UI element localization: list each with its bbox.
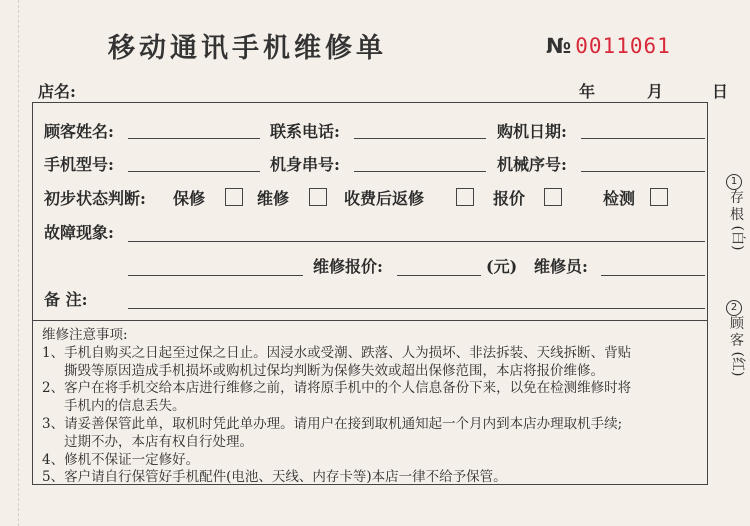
copy-customer-color: (红) [729, 351, 746, 377]
checkbox-paid-rework[interactable] [456, 188, 474, 206]
copy-number-2: 2 [726, 300, 742, 316]
note-item: 3、请妥善保管此单，取机时凭此单办理。请用户在接到取机通知起一个月内到本店办理取机手续; [42, 415, 623, 432]
purchase-date-field[interactable] [581, 138, 705, 139]
note-item: 2、客户在将手机交给本店进行维修之前，请将原手机中的个人信息备份下来，以免在检测维修时将 [42, 380, 632, 397]
status-option-warranty: 保修 [173, 189, 206, 208]
day-label: 日 [712, 82, 729, 101]
body-serial-label: 机身串号: [270, 155, 340, 174]
notes-section [42, 327, 704, 487]
technician-label: 维修员: [534, 257, 588, 276]
repair-quote-label: 维修报价: [313, 257, 383, 276]
copy-label-stub [726, 174, 748, 251]
customer-name-label: 顾客姓名: [44, 122, 114, 141]
note-item: 手机内的信息丢失。 [64, 398, 186, 415]
copy-customer-char: 客 [730, 333, 744, 349]
initial-status-label: 初步状态判断: [44, 189, 146, 208]
status-option-paid-rework: 收费后返修 [344, 189, 425, 208]
note-item: 5、客户请自行保管好手机配件(电池、天线、内存卡等)本店一律不给予保管。 [42, 469, 507, 486]
machine-serial-field[interactable] [581, 171, 705, 172]
remarks-label: 备 注: [44, 290, 88, 309]
form-title: 移动通讯手机维修单 [108, 33, 387, 64]
note-item: 过期不办，本店有权自行处理。 [64, 433, 253, 450]
technician-field[interactable] [601, 275, 705, 276]
notes-divider [32, 320, 708, 321]
fault-field-continued[interactable] [128, 275, 303, 276]
body-serial-field[interactable] [354, 171, 486, 172]
status-option-repair: 维修 [257, 189, 290, 208]
checkbox-repair[interactable] [309, 188, 327, 206]
customer-name-field[interactable] [128, 138, 260, 139]
model-field[interactable] [128, 171, 260, 172]
purchase-date-label: 购机日期: [497, 122, 567, 141]
model-label: 手机型号: [44, 155, 114, 174]
note-item: 撕毁等原因造成手机损坏或购机过保均判断为保修失效或超出保修范围，本店将报价维修。 [64, 362, 604, 379]
checkbox-warranty[interactable] [225, 188, 243, 206]
copy-stub-char: 根 [730, 207, 744, 223]
checkbox-quote[interactable] [544, 188, 562, 206]
tear-line [18, 0, 19, 526]
copy-stub-color: (白) [729, 225, 746, 251]
machine-serial-label: 机械序号: [497, 155, 567, 174]
serial-number [546, 34, 671, 58]
copy-label-customer [726, 300, 748, 377]
copy-stub-char: 存 [730, 190, 744, 206]
note-item: 4、修机不保证一定修好。 [42, 451, 200, 468]
status-option-quote: 报价 [493, 189, 526, 208]
phone-label: 联系电话: [270, 122, 340, 141]
month-label: 月 [647, 82, 664, 101]
serial-value: 0011061 [575, 34, 671, 58]
shop-name-label: 店名: [38, 82, 76, 101]
fault-field[interactable] [128, 241, 705, 242]
yuan-label: (元) [486, 257, 518, 276]
phone-field[interactable] [354, 138, 486, 139]
copy-number-1: 1 [726, 174, 742, 190]
copy-customer-char: 顾 [730, 316, 744, 332]
remarks-field[interactable] [128, 308, 705, 309]
notes-heading: 维修注意事项: [42, 327, 128, 343]
fault-label: 故障现象: [44, 223, 114, 242]
repair-quote-field[interactable] [397, 275, 481, 276]
serial-label: № [546, 34, 572, 58]
status-option-inspect: 检测 [603, 189, 636, 208]
year-label: 年 [579, 82, 596, 101]
checkbox-inspect[interactable] [650, 188, 668, 206]
note-item: 1、手机自购买之日起至过保之日止。因浸水或受潮、跌落、人为损坏、非法拆装、天线拆断、背贴 [42, 344, 632, 361]
